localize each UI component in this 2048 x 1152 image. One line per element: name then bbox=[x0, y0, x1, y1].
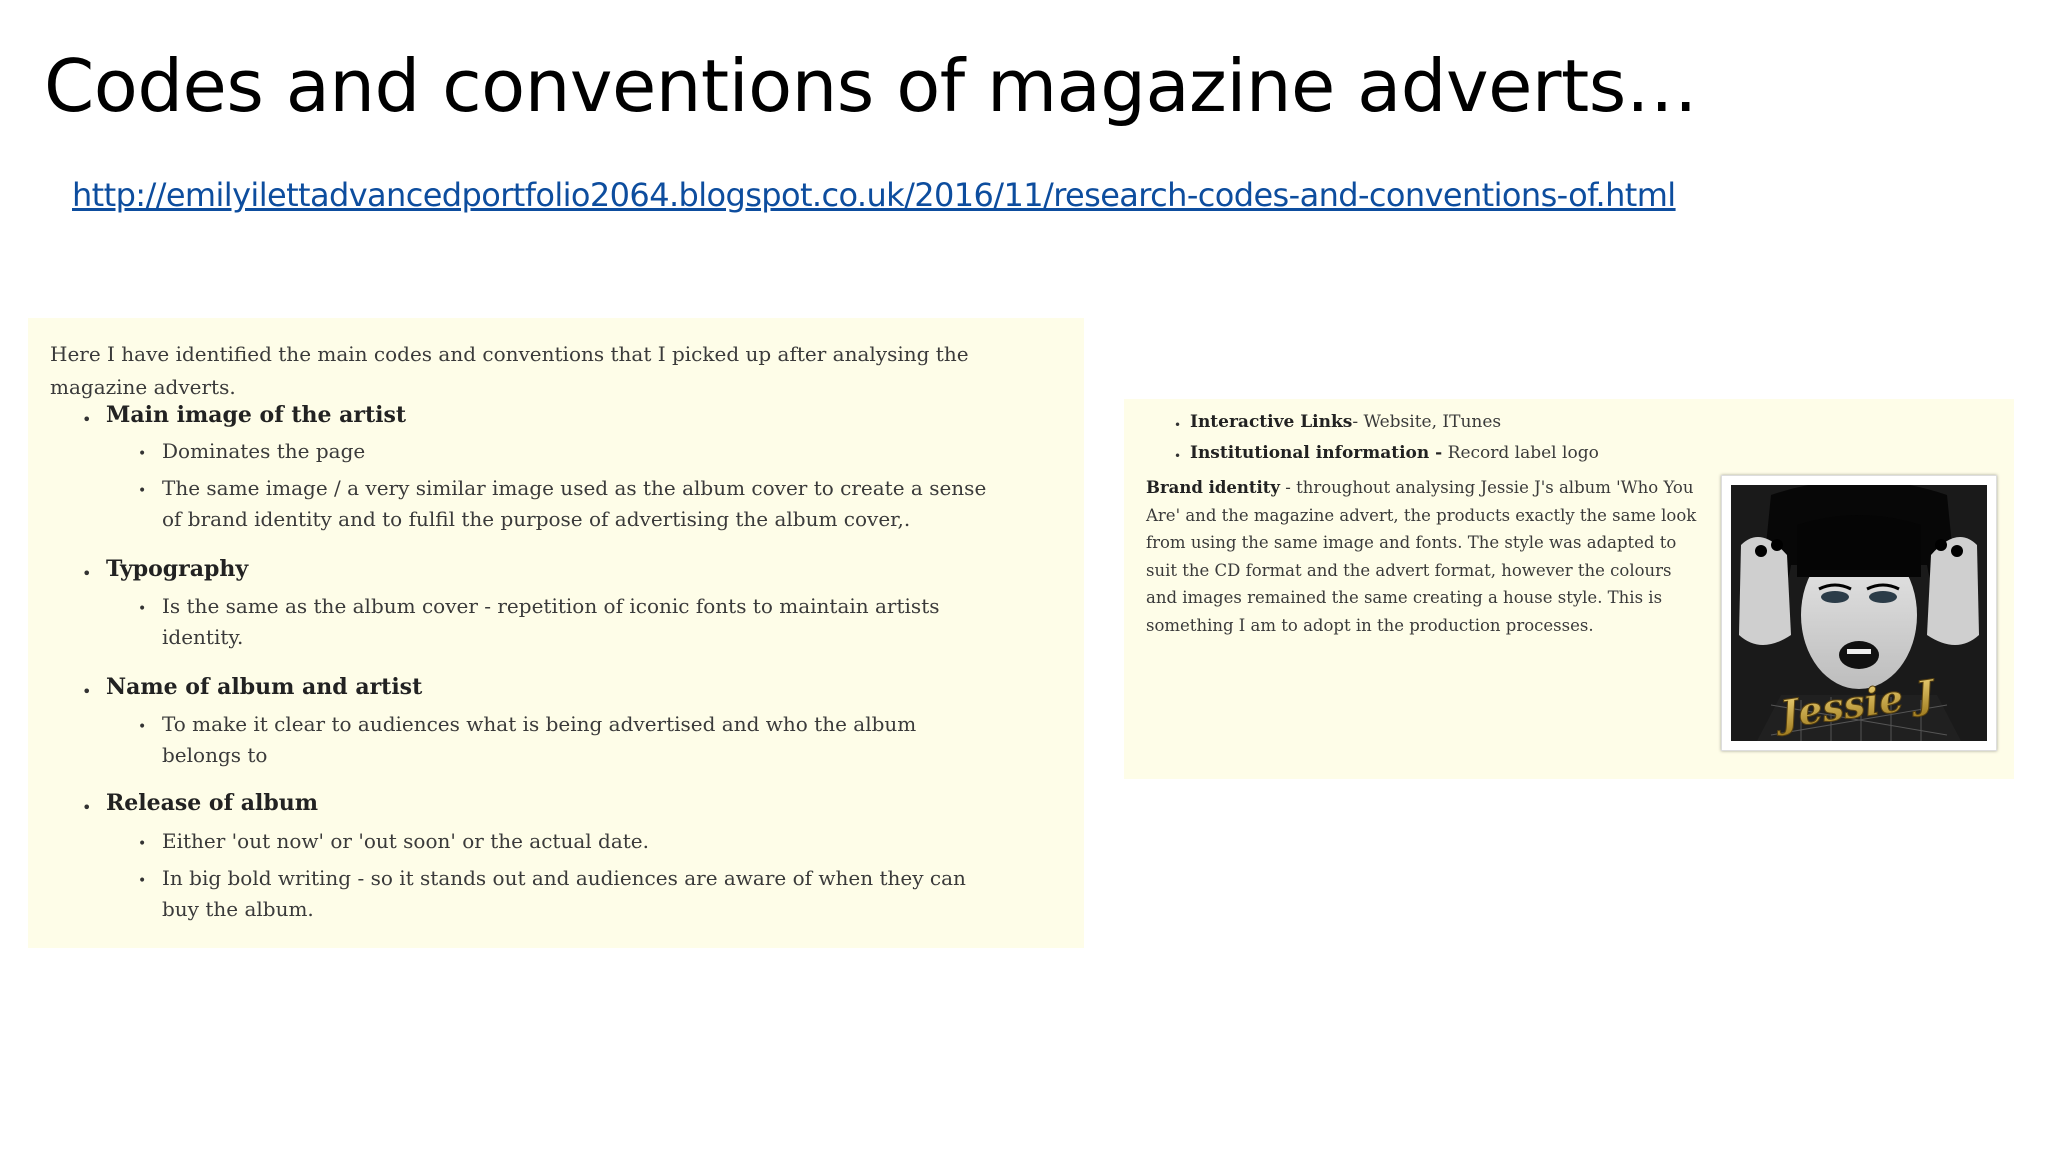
item-text: Record label logo bbox=[1442, 443, 1599, 463]
bullet-icon: • bbox=[82, 682, 92, 701]
bullet-icon: • bbox=[1174, 449, 1182, 463]
brand-identity-body: - throughout analysing Jessie J's album 'Who You Are' and the magazine advert, the products exactly the same look from using the same image and fonts. The style was adapted to suit the CD format and the advert format, however the colours and images remained the same creating a house style. This is something I am to adopt in the production processes. bbox=[1146, 478, 1697, 635]
bullet-icon: • bbox=[138, 446, 147, 462]
slide-title: Codes and conventions of magazine adverts… bbox=[44, 44, 1698, 128]
institutional-info-item bbox=[1190, 443, 1599, 463]
blog-link[interactable]: http://emilyilettadvancedportfolio2064.blogspot.co.uk/2016/11/research-codes-and-conventions-of.html bbox=[72, 176, 1676, 214]
album-cover-image bbox=[1731, 485, 1987, 741]
bullet-icon: • bbox=[138, 601, 147, 617]
heading-main-image: Main image of the artist bbox=[106, 402, 407, 428]
heading-release-of-album: Release of album bbox=[106, 790, 318, 816]
bullet-icon: • bbox=[1174, 418, 1182, 432]
bullet-icon: • bbox=[82, 798, 92, 817]
list-item: The same image / a very similar image used as the album cover to create a sense of brand identity and to fulfil the purpose of advertising the album cover,. bbox=[162, 476, 987, 531]
intro-text: Here I have identified the main codes and conventions that I picked up after analysing the magazine adverts. bbox=[50, 342, 969, 399]
brand-identity-text bbox=[1146, 474, 1706, 639]
conventions-panel bbox=[28, 318, 1084, 948]
brand-identity-panel bbox=[1124, 399, 2014, 779]
brand-identity-label: Brand identity bbox=[1146, 478, 1281, 497]
interactive-links-item bbox=[1190, 412, 1501, 432]
list-item: Either 'out now' or 'out soon' or the actual date. bbox=[162, 829, 649, 853]
list-item: In big bold writing - so it stands out and audiences are aware of when they can buy the album. bbox=[162, 866, 966, 921]
heading-name-of-album: Name of album and artist bbox=[106, 674, 423, 700]
item-text: - Website, ITunes bbox=[1352, 412, 1502, 432]
bullet-icon: • bbox=[82, 410, 92, 429]
bullet-icon: • bbox=[82, 564, 92, 583]
bullet-icon: • bbox=[138, 719, 147, 735]
album-cover-frame bbox=[1721, 475, 1997, 751]
album-logo-text: Jessie J bbox=[1777, 670, 1937, 737]
list-item: Is the same as the album cover - repetition of iconic fonts to maintain artists identity. bbox=[162, 594, 940, 649]
heading-typography: Typography bbox=[106, 556, 249, 582]
bullet-icon: • bbox=[138, 483, 147, 499]
bullet-icon: • bbox=[138, 873, 147, 889]
list-item: To make it clear to audiences what is being advertised and who the album belongs to bbox=[162, 712, 917, 767]
bullet-icon: • bbox=[138, 836, 147, 852]
item-label: Institutional information - bbox=[1190, 443, 1443, 463]
list-item: Dominates the page bbox=[162, 439, 366, 463]
item-label: Interactive Links bbox=[1190, 412, 1353, 432]
